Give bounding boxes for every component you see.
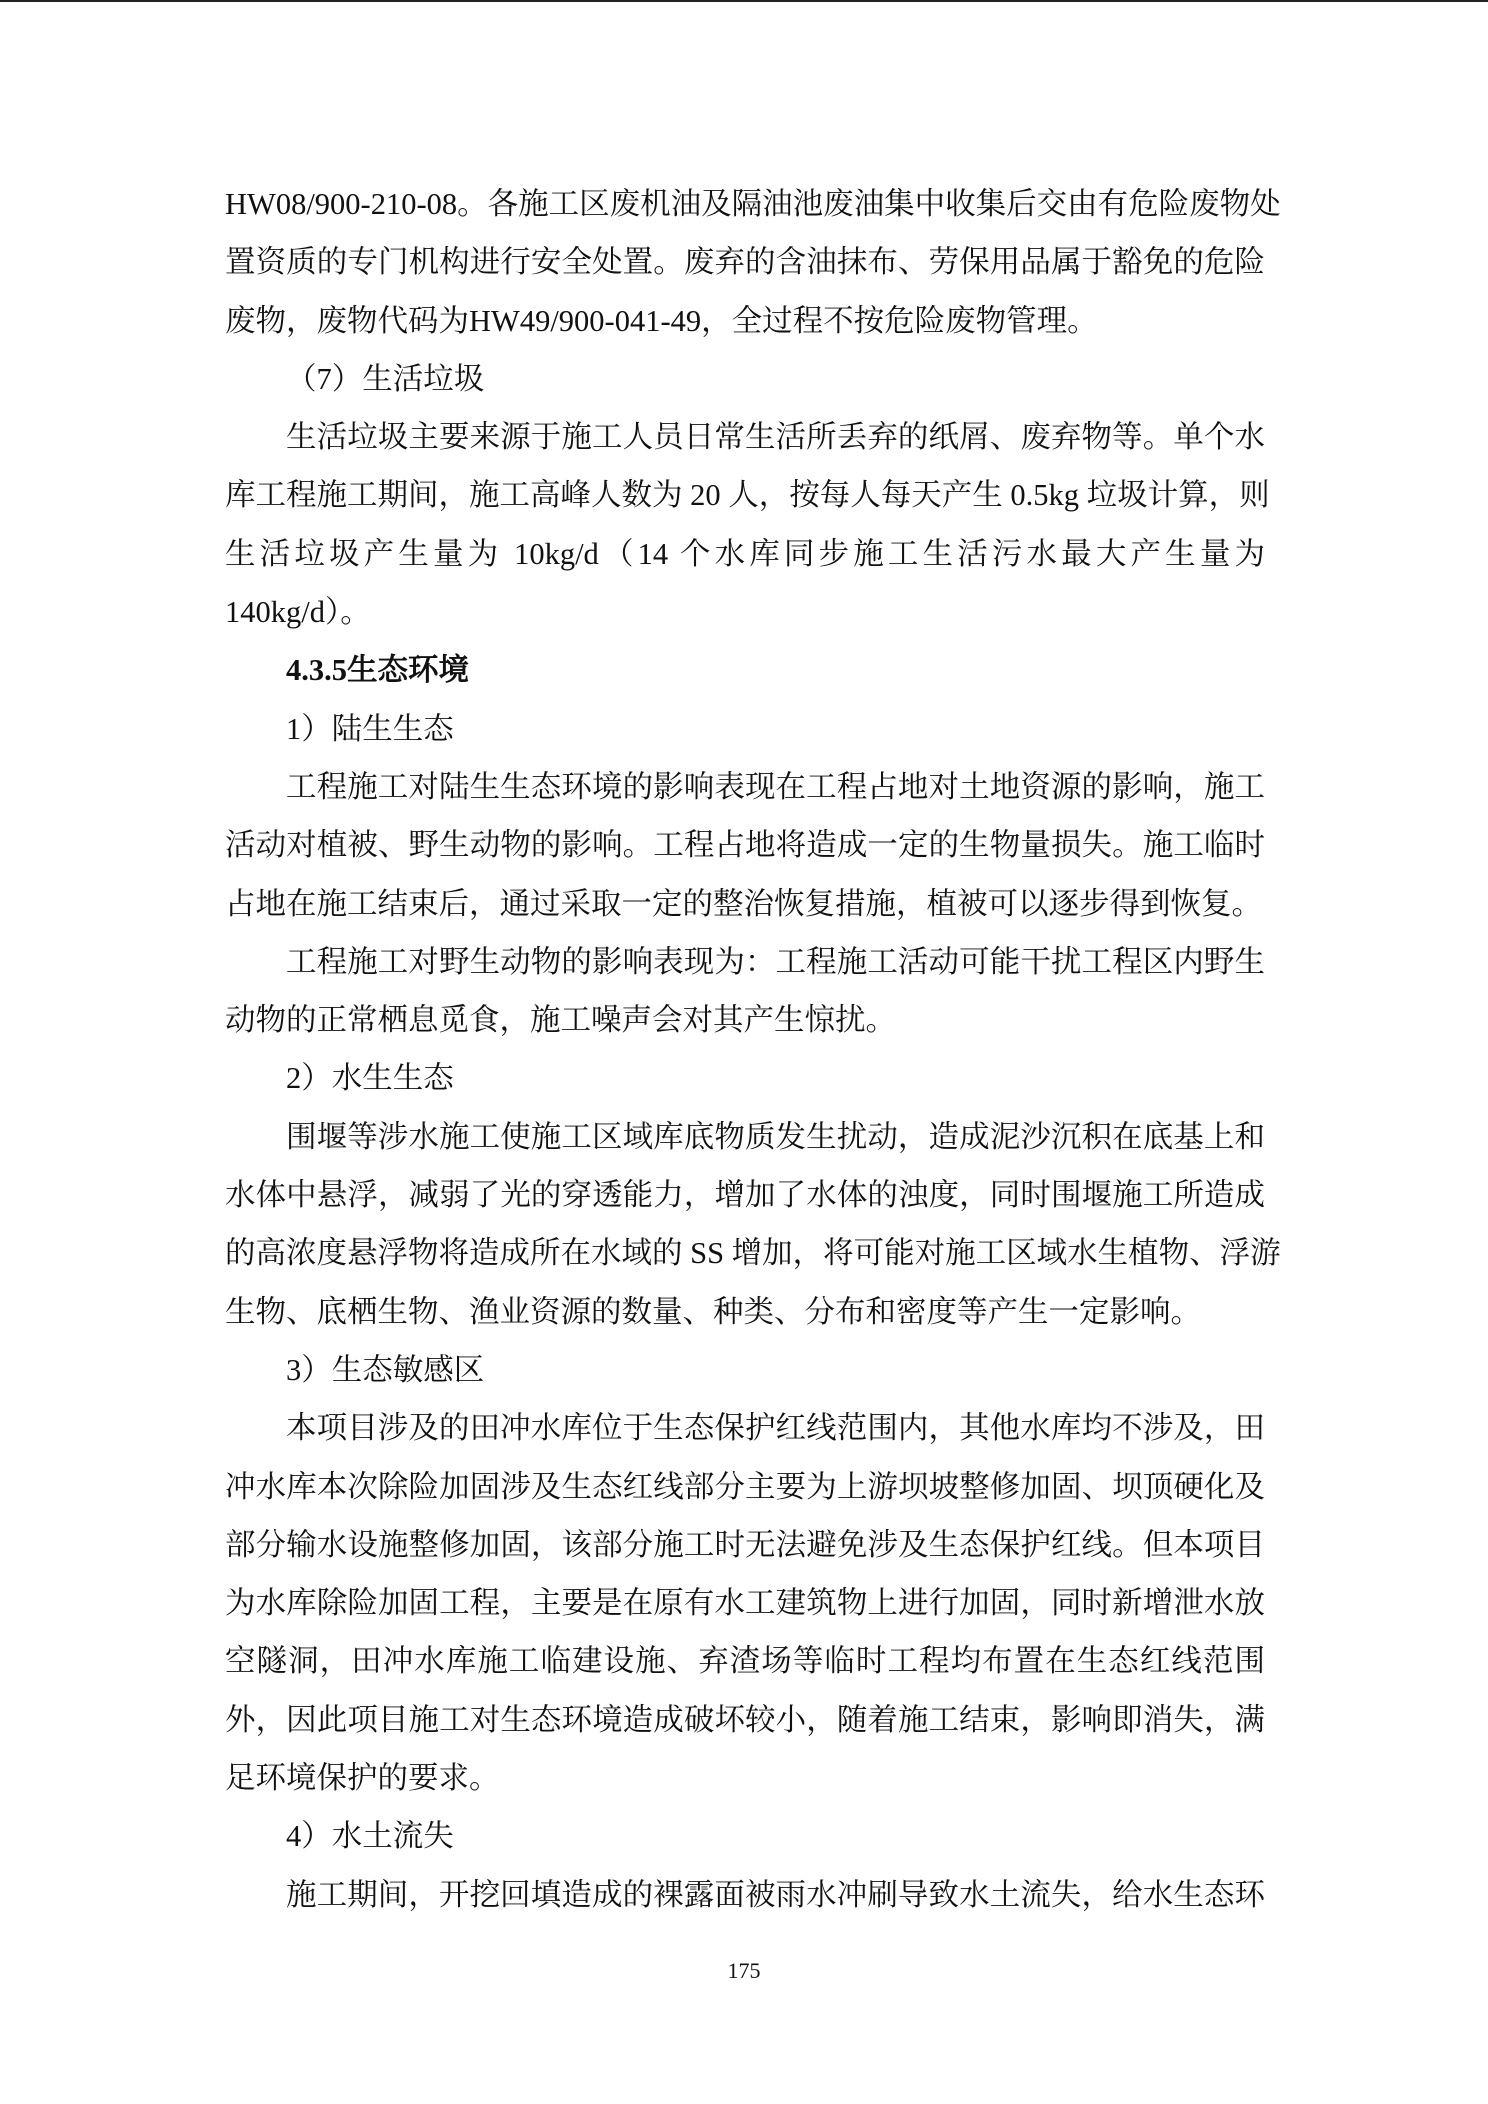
section-heading: （7）生活垃圾	[286, 361, 485, 396]
text-line: 围堰等涉水施工使施工区域库底物质发生扰动，造成泥沙沉积在底基上和	[286, 1119, 1265, 1154]
text-line: 足环境保护的要求。	[225, 1761, 500, 1796]
page-number: 175	[727, 1958, 761, 1983]
text-line: 为水库除险加固工程，主要是在原有水工建筑物上进行加固，同时新增泄水放	[225, 1586, 1265, 1621]
section-heading: 4.3.5生态环境	[286, 653, 469, 688]
section-heading: 3）生态敏感区	[286, 1352, 485, 1387]
text-line: 工程施工对野生动物的影响表现为：工程施工活动可能干扰工程区内野生	[286, 944, 1265, 979]
page-top-border	[0, 0, 1488, 2]
text-line: 生活垃圾主要来源于施工人员日常生活所丢弃的纸屑、废弃物等。单个水	[286, 420, 1265, 455]
text-line: 生物、底栖生物、渔业资源的数量、种类、分布和密度等产生一定影响。	[225, 1294, 1201, 1329]
text-line: 施工期间，开挖回填造成的裸露面被雨水冲刷导致水土流失，给水生态环	[286, 1877, 1265, 1912]
section-heading: 2）水生生态	[286, 1061, 454, 1096]
section-heading: 1）陆生生态	[286, 711, 454, 746]
text-line: HW08/900-210-08。各施工区废机油及隔油池废油集中收集后交由有危险废物处	[225, 187, 1281, 221]
section-heading: 4）水土流失	[286, 1819, 454, 1854]
text-line: 生活垃圾产生量为 10kg/d（14 个水库同步施工生活污水最大产生量为	[225, 536, 1265, 571]
document-body	[225, 175, 1281, 1924]
text-line: 水体中悬浮，减弱了光的穿透能力，增加了水体的浊度，同时围堰施工所造成	[225, 1178, 1265, 1213]
text-line: 冲水库本次除险加固涉及生态红线部分主要为上游坝坡整修加固、坝顶硬化及	[225, 1469, 1265, 1504]
text-line: 置资质的专门机构进行安全处置。废弃的含油抹布、劳保用品属于豁免的危险	[225, 245, 1265, 280]
text-line: 部分输水设施整修加固，该部分施工时无法避免涉及生态保护红线。但本项目	[225, 1527, 1265, 1562]
text-line: 工程施工对陆生生态环境的影响表现在工程占地对土地资源的影响，施工	[286, 769, 1265, 804]
text-line: 活动对植被、野生动物的影响。工程占地将造成一定的生物量损失。施工临时	[225, 828, 1265, 863]
text-line: 占地在施工结束后，通过采取一定的整治恢复措施，植被可以逐步得到恢复。	[225, 886, 1262, 921]
text-line: 本项目涉及的田冲水库位于生态保护红线范围内，其他水库均不涉及，田	[286, 1411, 1265, 1446]
text-line: 空隧洞，田冲水库施工临建设施、弃渣场等临时工程均布置在生态红线范围	[225, 1644, 1265, 1679]
text-line: 140kg/d）。	[225, 595, 371, 630]
text-line: 动物的正常栖息觅食，施工噪声会对其产生惊扰。	[225, 1003, 896, 1038]
text-line: 库工程施工期间，施工高峰人数为 20 人，按每人每天产生 0.5kg 垃圾计算，则	[225, 478, 1270, 513]
text-line: 废物，废物代码为HW49/900-041-49，全过程不按危险废物管理。	[225, 303, 1098, 338]
text-line: 的高浓度悬浮物将造成所在水域的 SS 增加，将可能对施工区域水生植物、浮游	[225, 1236, 1281, 1271]
text-line: 外，因此项目施工对生态环境造成破坏较小，随着施工结束，影响即消失，满	[225, 1702, 1265, 1737]
